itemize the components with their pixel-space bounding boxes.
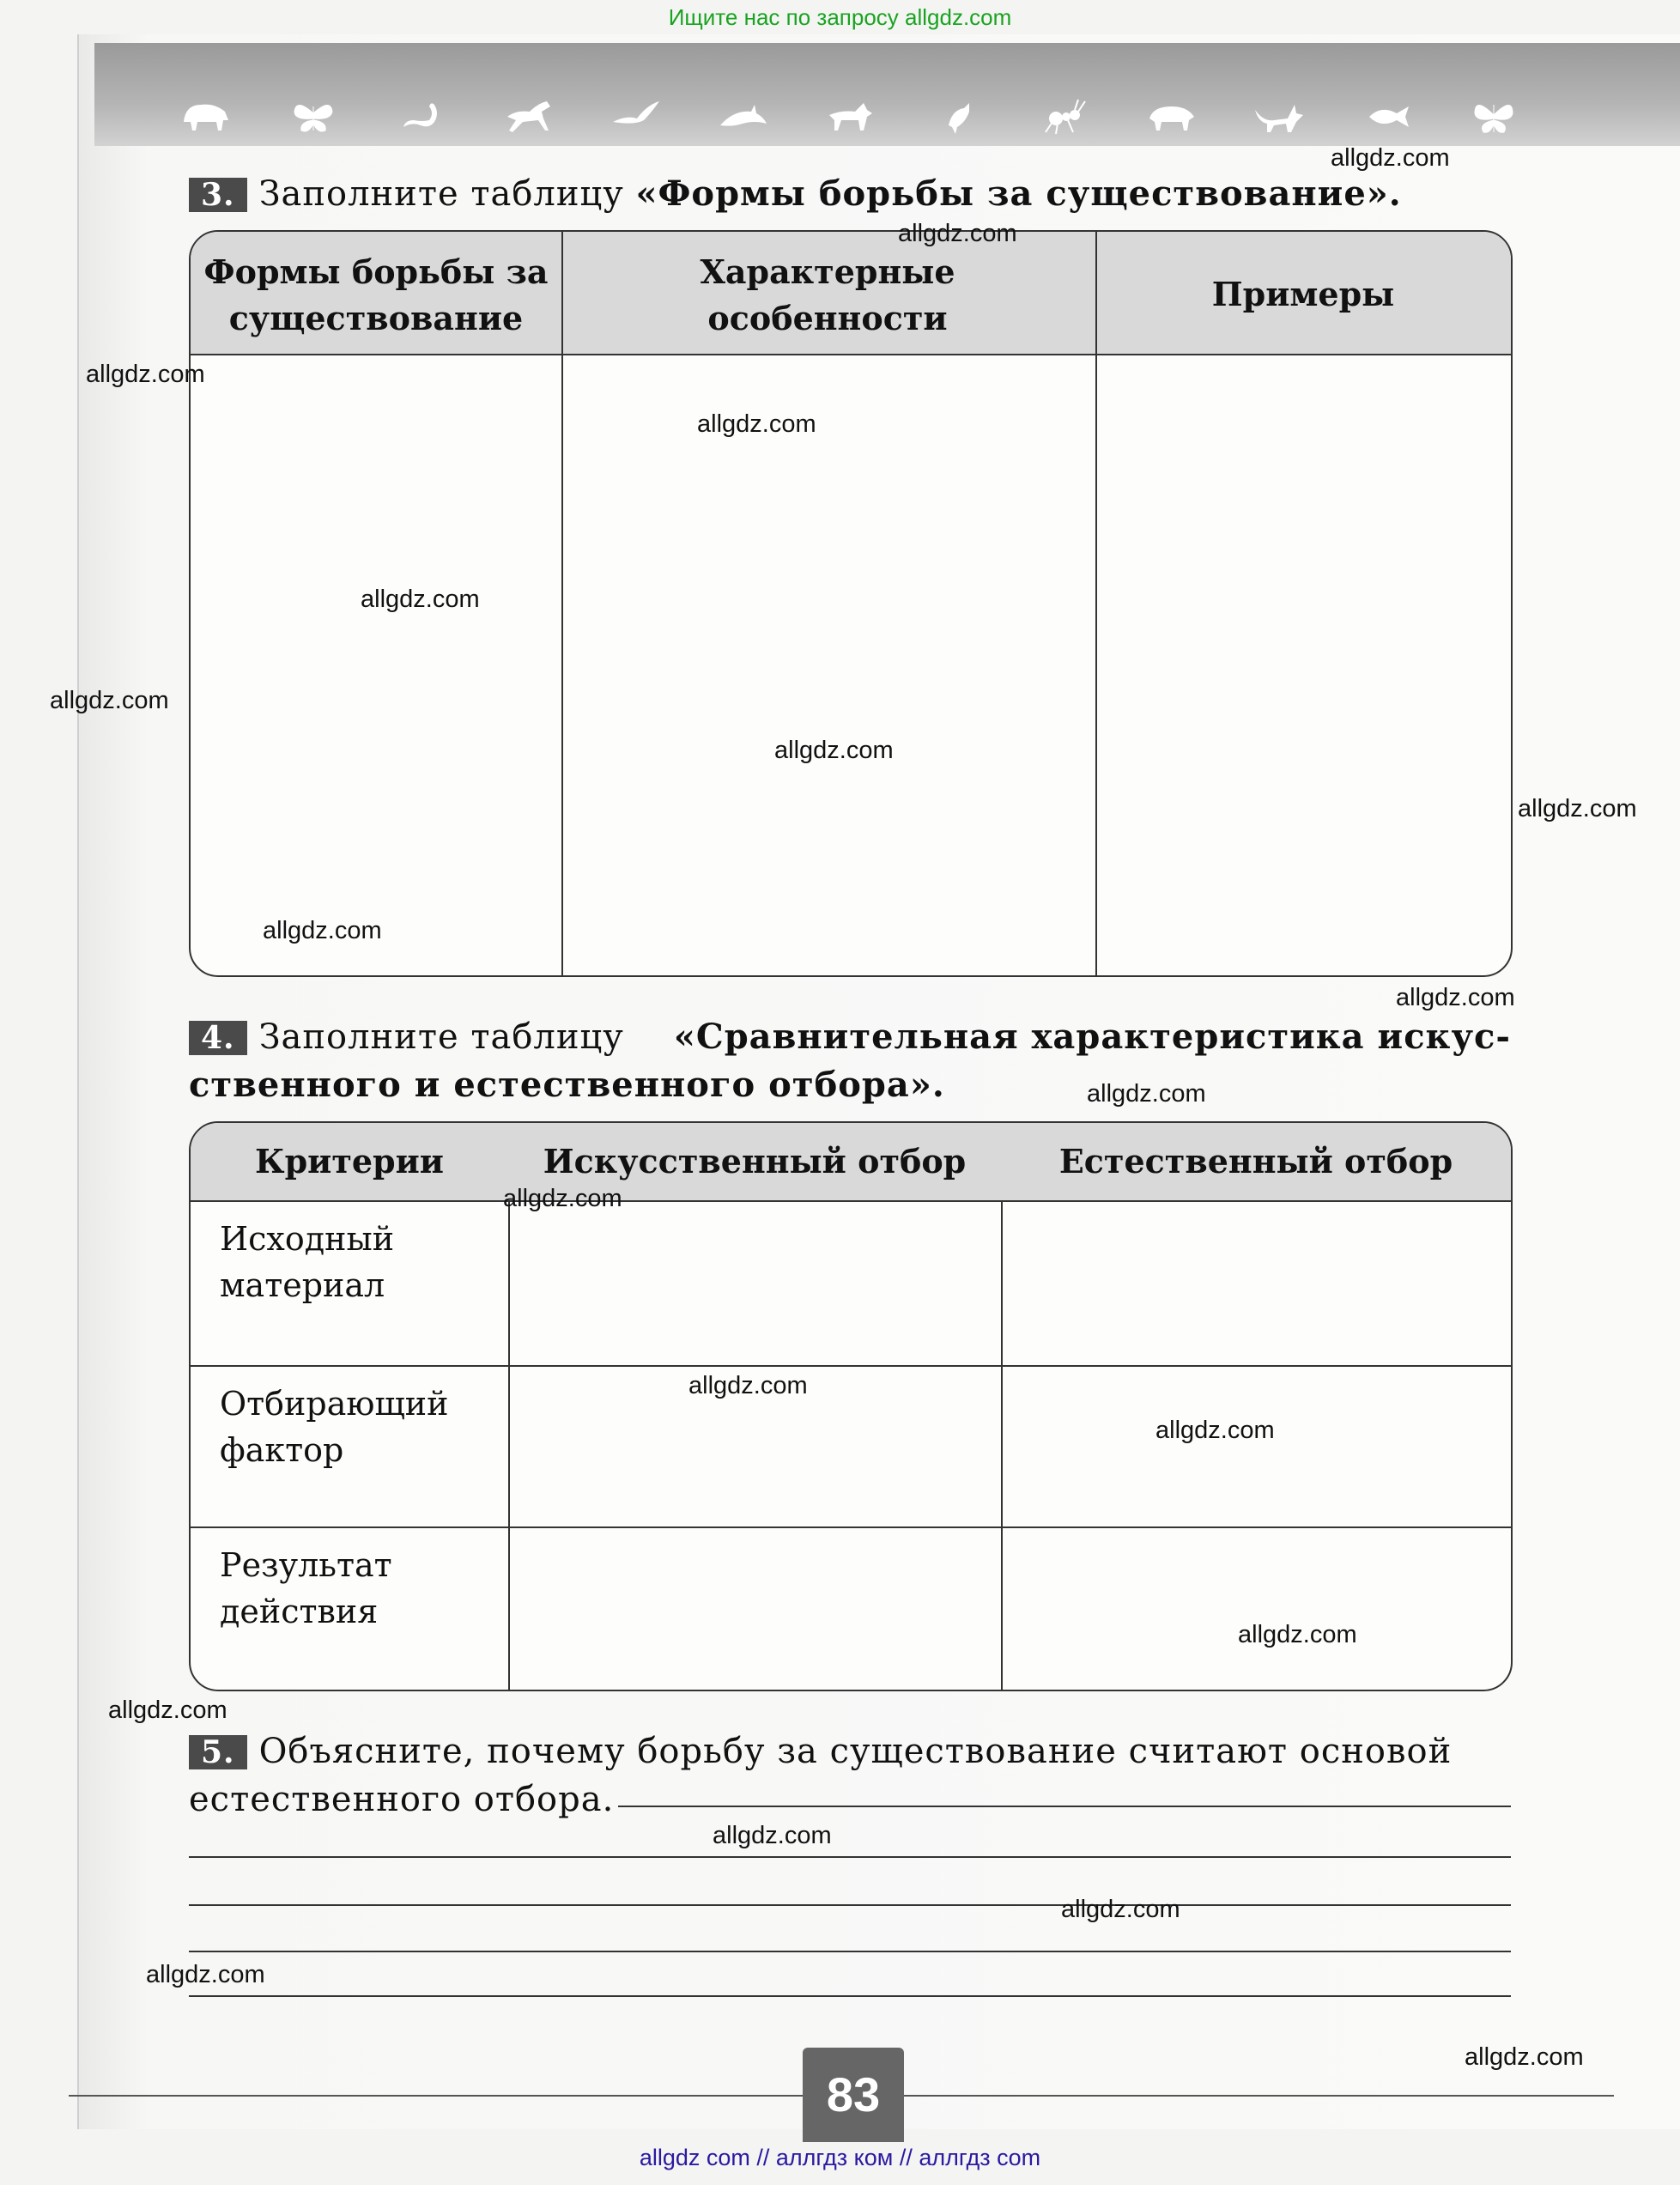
- task4-row-source-material: Исходный материал: [220, 1220, 395, 1304]
- task4-heading: [189, 1013, 1511, 1109]
- task4-text: Заполните таблицу: [258, 1017, 624, 1057]
- answer-line-5[interactable]: [189, 1995, 1511, 1997]
- fox-icon: [1253, 96, 1305, 136]
- butterfly-icon: [288, 96, 339, 136]
- watermark: allgdz.com: [774, 737, 894, 764]
- task4-cell-natural-factor[interactable]: [1003, 1367, 1511, 1526]
- ant-icon: [1039, 96, 1090, 136]
- top-banner[interactable]: Ищите нас по запросу allgdz.com: [668, 4, 1012, 30]
- watermark: allgdz.com: [1087, 1080, 1206, 1108]
- watermark: allgdz.com: [713, 1822, 832, 1849]
- watermark: allgdz.com: [86, 361, 205, 388]
- task4-table: [189, 1121, 1513, 1691]
- wolf-icon: [824, 96, 876, 136]
- page-number: 83: [803, 2048, 904, 2142]
- task4-cell-artificial-result[interactable]: [510, 1528, 1001, 1690]
- task4-cell-artificial-source[interactable]: [510, 1202, 1001, 1365]
- task4-number: 4.: [189, 1021, 247, 1055]
- boar-icon: [1146, 96, 1198, 136]
- task4-row-result: Результат действия: [220, 1546, 392, 1630]
- answer-line-3[interactable]: [189, 1904, 1511, 1906]
- watermark: allgdz.com: [898, 220, 1017, 247]
- task3-cell-features[interactable]: [563, 355, 1095, 975]
- task3-text: Заполните таблицу: [258, 174, 636, 214]
- task3-col-features: Характерные особенности: [700, 252, 955, 337]
- watermark: allgdz.com: [697, 410, 816, 438]
- watermark: allgdz.com: [688, 1372, 808, 1399]
- watermark: allgdz.com: [146, 1961, 265, 1988]
- answer-line-1[interactable]: [618, 1806, 1511, 1807]
- task4-col-natural: Естественный отбор: [1058, 1142, 1453, 1181]
- watermark: allgdz.com: [1465, 2043, 1584, 2071]
- task5-text-line2: естественного отбора.: [189, 1780, 615, 1819]
- task3-heading: [189, 170, 1528, 218]
- answer-line-2[interactable]: [189, 1856, 1511, 1858]
- horse-icon: [502, 96, 554, 136]
- task4-row-selecting-factor: Отбирающий фактор: [220, 1385, 449, 1469]
- task4-col-criteria: Критерии: [255, 1142, 444, 1181]
- task5-number: 5.: [189, 1735, 247, 1769]
- watermark: allgdz.com: [503, 1185, 622, 1212]
- bison-icon: [180, 96, 232, 136]
- task4-col-artificial: Искусственный отбор: [543, 1142, 967, 1181]
- task3-cell-examples[interactable]: [1097, 355, 1511, 975]
- scorpion-icon: [395, 96, 446, 136]
- watermark: allgdz.com: [1155, 1417, 1275, 1444]
- task4-cell-natural-source[interactable]: [1003, 1202, 1511, 1365]
- task5-heading: [189, 1727, 1511, 1824]
- animal-silhouettes: [180, 86, 1519, 146]
- bird-icon: [610, 96, 661, 136]
- watermark: allgdz.com: [50, 687, 169, 714]
- task3-col-forms: Формы борьбы за существование: [203, 252, 549, 337]
- watermark: allgdz.com: [1061, 1896, 1180, 1923]
- task5-text-line1: Объясните, почему борьбу за существование считают основой: [258, 1732, 1453, 1771]
- watermark: allgdz.com: [263, 917, 382, 944]
- dolphin-icon: [717, 96, 768, 136]
- fish-icon: [1361, 96, 1412, 136]
- bird2-icon: [931, 96, 983, 136]
- butterfly2-icon: [1468, 96, 1519, 136]
- bottom-banner[interactable]: allgdz com // аллгдз ком // аллгдз com: [639, 2145, 1041, 2170]
- watermark: allgdz.com: [1396, 984, 1515, 1011]
- task4-title-line1: «Сравнительная характеристика искус-: [673, 1017, 1511, 1057]
- answer-line-4[interactable]: [189, 1951, 1511, 1952]
- watermark: allgdz.com: [361, 586, 480, 613]
- task3-cell-forms[interactable]: [191, 355, 561, 975]
- watermark: allgdz.com: [108, 1696, 227, 1724]
- task3-col-examples: Примеры: [1211, 275, 1395, 313]
- task3-title: «Формы борьбы за существование».: [635, 173, 1402, 214]
- task4-title-line2: ственного и естественного отбора».: [189, 1065, 945, 1105]
- task4-cell-natural-result[interactable]: [1003, 1528, 1511, 1690]
- watermark: allgdz.com: [1238, 1621, 1357, 1648]
- watermark: allgdz.com: [1518, 795, 1637, 822]
- task3-number: 3.: [189, 178, 247, 212]
- watermark: allgdz.com: [1331, 144, 1450, 172]
